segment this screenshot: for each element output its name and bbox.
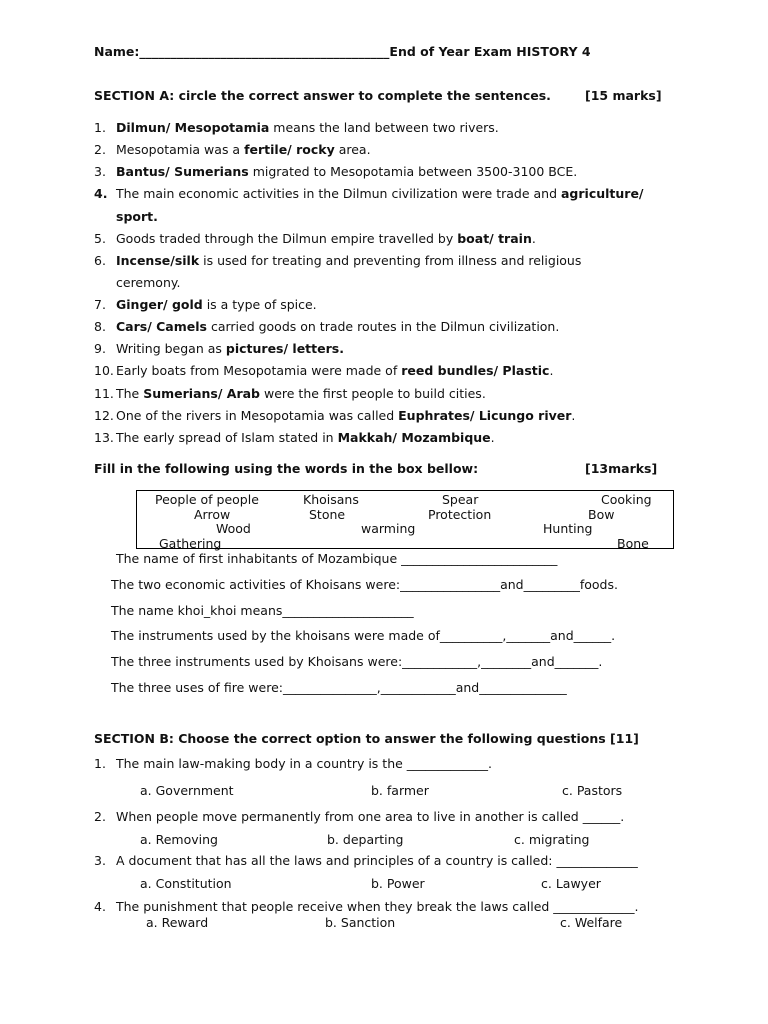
- question-fragment: .: [571, 408, 576, 423]
- option-c[interactable]: c. Pastors: [562, 783, 623, 798]
- question-text: When people move permanently from one area to live in another is called ______.: [116, 809, 625, 824]
- fill-line-1[interactable]: The name of first inhabitants of Mozambique _________________________: [116, 551, 558, 566]
- question-fragment: means the land between two rivers.: [269, 120, 499, 135]
- option-b[interactable]: b. Power: [371, 876, 425, 891]
- answer-choice[interactable]: Dilmun/ Mesopotamia: [116, 120, 270, 135]
- section-a-heading: SECTION A: circle the correct answer to complete the sentences.: [94, 88, 551, 103]
- question-text: [116, 142, 371, 157]
- fill-line-6[interactable]: The three uses of fire were:_______________,____________and______________: [111, 680, 567, 695]
- question-fragment: .: [549, 363, 554, 378]
- answer-choice[interactable]: sport.: [116, 209, 158, 224]
- question-fragment: .: [531, 231, 536, 246]
- word-box-item: Protection: [428, 507, 492, 522]
- option-b[interactable]: b. Sanction: [325, 915, 396, 930]
- fill-line-3[interactable]: The name khoi_khoi means_____________________: [111, 603, 414, 618]
- question-fragment: The early spread of Islam stated in: [116, 430, 338, 445]
- question-text: [116, 408, 575, 423]
- question-number: 11.: [94, 386, 114, 401]
- question-number: 5.: [94, 231, 106, 246]
- word-box-item: Cooking: [601, 492, 652, 507]
- question-fragment: Early boats from Mesopotamia were made of: [116, 363, 402, 378]
- word-box-item: Spear: [442, 492, 479, 507]
- question-number: 12.: [94, 408, 114, 423]
- question-fragment: The main economic activities in the Dilmun civilization were trade and: [116, 186, 561, 201]
- question-number: 4.: [94, 899, 106, 914]
- question-number: 10.: [94, 363, 114, 378]
- question-fragment: area.: [334, 142, 371, 157]
- fill-line-5[interactable]: The three instruments used by Khoisans were:____________,________and_______.: [111, 654, 603, 669]
- question-fragment: One of the rivers in Mesopotamia was called: [116, 408, 399, 423]
- word-box-item: Stone: [309, 507, 346, 522]
- answer-choice[interactable]: Ginger/ gold: [116, 297, 203, 312]
- question-number: 9.: [94, 341, 106, 356]
- question-text: [116, 386, 486, 401]
- question-fragment: Goods traded through the Dilmun empire travelled by: [116, 231, 458, 246]
- section-a-marks: [15 marks]: [585, 88, 662, 103]
- question-text: [116, 363, 553, 378]
- question-number: 1.: [94, 120, 106, 135]
- question-number: 3.: [94, 853, 106, 868]
- question-fragment: Writing began as: [116, 341, 226, 356]
- question-text-continued: [116, 275, 180, 290]
- name-line: [94, 44, 591, 59]
- question-text: [116, 164, 577, 179]
- question-fragment: ceremony.: [116, 275, 181, 290]
- answer-choice[interactable]: Sumerians/ Arab: [143, 386, 261, 401]
- option-b[interactable]: b. departing: [327, 832, 404, 847]
- word-box-item: Bone: [617, 536, 649, 551]
- question-text: [116, 120, 499, 135]
- exam-title: End of Year Exam HISTORY 4: [389, 44, 591, 59]
- option-a[interactable]: a. Removing: [140, 832, 218, 847]
- option-a[interactable]: a. Constitution: [140, 876, 232, 891]
- answer-choice[interactable]: boat/ train: [457, 231, 532, 246]
- question-text: [116, 341, 344, 356]
- word-box-item: warming: [361, 521, 416, 536]
- word-box-item: Bow: [588, 507, 615, 522]
- question-number: 2.: [94, 142, 106, 157]
- answer-choice[interactable]: pictures/ letters.: [225, 341, 344, 356]
- question-fragment: carried goods on trade routes in the Dilmun civilization.: [206, 319, 560, 334]
- question-fragment: migrated to Mesopotamia between 3500-3100 BCE.: [248, 164, 578, 179]
- option-a[interactable]: a. Reward: [146, 915, 209, 930]
- question-text: The main law-making body in a country is the _____________.: [116, 756, 493, 771]
- question-number: 1.: [94, 756, 106, 771]
- option-c[interactable]: c. Lawyer: [541, 876, 601, 891]
- question-fragment: were the first people to build cities.: [260, 386, 486, 401]
- question-number: 7.: [94, 297, 106, 312]
- fill-marks: [13marks]: [585, 461, 658, 476]
- section-b-heading: SECTION B: Choose the correct option to answer the following questions [11]: [94, 731, 639, 746]
- word-box: [136, 490, 674, 549]
- question-text: [116, 231, 536, 246]
- question-number: 3.: [94, 164, 106, 179]
- answer-choice[interactable]: Incense/silk: [116, 253, 200, 268]
- fill-line-2[interactable]: The two economic activities of Khoisans were:________________and_________foods.: [111, 577, 618, 592]
- word-box-item: Arrow: [194, 507, 231, 522]
- question-number: 8.: [94, 319, 106, 334]
- name-blank[interactable]: ________________________________________: [139, 44, 390, 59]
- option-b[interactable]: b. farmer: [371, 783, 429, 798]
- question-text: A document that has all the laws and principles of a country is called: _____________: [116, 853, 638, 868]
- word-box-item: Hunting: [543, 521, 593, 536]
- question-text: [116, 297, 317, 312]
- question-fragment: .: [490, 430, 495, 445]
- word-box-item: Wood: [216, 521, 251, 536]
- answer-choice[interactable]: fertile/ rocky: [244, 142, 335, 157]
- answer-choice[interactable]: agriculture/: [560, 186, 644, 201]
- question-text: [116, 319, 559, 334]
- question-fragment: is used for treating and preventing from illness and religious: [199, 253, 582, 268]
- word-box-item: Gathering: [159, 536, 222, 551]
- option-c[interactable]: c. Welfare: [560, 915, 623, 930]
- answer-choice[interactable]: reed bundles/ Plastic: [401, 363, 550, 378]
- option-c[interactable]: c. migrating: [514, 832, 590, 847]
- question-number: 4.: [94, 186, 108, 201]
- question-number: 6.: [94, 253, 106, 268]
- option-a[interactable]: a. Government: [140, 783, 234, 798]
- question-fragment: Mesopotamia was a: [116, 142, 245, 157]
- answer-choice[interactable]: Makkah/ Mozambique: [337, 430, 491, 445]
- question-text: [116, 253, 581, 268]
- fill-line-4[interactable]: The instruments used by the khoisans were made of__________,_______and______.: [111, 628, 616, 643]
- question-number: 2.: [94, 809, 106, 824]
- question-text: [116, 430, 495, 445]
- question-fragment: The: [116, 386, 144, 401]
- answer-choice[interactable]: Cars/ Camels: [116, 319, 207, 334]
- name-label: Name:: [94, 44, 140, 59]
- fill-heading: Fill in the following using the words in the box bellow:: [94, 461, 479, 476]
- answer-choice[interactable]: Bantus/ Sumerians: [116, 164, 249, 179]
- word-box-item: Khoisans: [303, 492, 359, 507]
- question-number: 13.: [94, 430, 114, 445]
- question-text: [116, 186, 644, 201]
- question-text: The punishment that people receive when they break the laws called _____________.: [116, 899, 639, 914]
- word-box-item: People of people: [155, 492, 259, 507]
- question-text-continued: [116, 209, 158, 224]
- question-fragment: is a type of spice.: [202, 297, 317, 312]
- answer-choice[interactable]: Euphrates/ Licungo river: [398, 408, 572, 423]
